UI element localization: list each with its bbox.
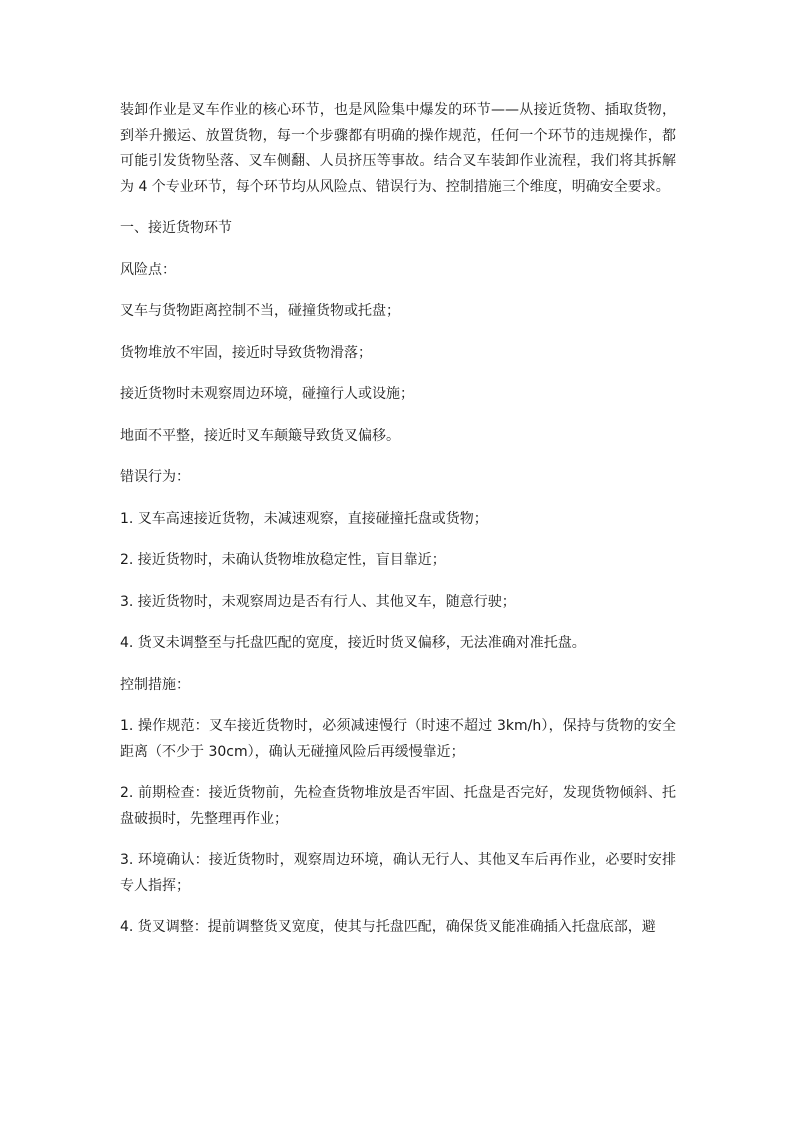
error-item: 1. 叉车高速接近货物，未减速观察，直接碰撞托盘或货物； <box>120 510 488 527</box>
error-item: 3. 接近货物时，未观察周边是否有行人、其他叉车，随意行驶； <box>120 593 516 610</box>
risk-item: 货物堆放不牢固，接近时导致货物滑落； <box>120 344 372 361</box>
error-label: 错误行为： <box>120 469 190 485</box>
control-label: 控制措施： <box>120 676 190 693</box>
control-item: 2. 前期检查：接近货物前，先检查货物堆放是否牢固、托盘是否完好，发现货物倾斜、托盘破损时，先整理再作业； <box>120 785 676 827</box>
document-body <box>120 98 676 957</box>
section-heading: 一、接近货物环节 <box>120 220 232 236</box>
risk-label: 风险点： <box>120 261 176 278</box>
control-item: 1. 操作规范：叉车接近货物时，必须减速慢行（时速不超过 3km/h），保持与货物的安全距离（不少于 30cm），确认无碰撞风险后再缓慢靠近； <box>120 718 676 760</box>
control-item: 4. 货叉调整：提前调整货叉宽度，使其与托盘匹配，确保货叉能准确插入托盘底部，避 <box>120 919 656 935</box>
risk-item: 接近货物时未观察周边环境，碰撞行人或设施； <box>120 386 414 402</box>
error-item: 2. 接近货物时，未确认货物堆放稳定性，盲目靠近； <box>120 552 446 568</box>
risk-item: 地面不平整，接近时叉车颠簸导致货叉偏移。 <box>120 427 400 444</box>
error-item: 4. 货叉未调整至与托盘匹配的宽度，接近时货叉偏移，无法准确对准托盘。 <box>120 635 586 651</box>
control-item: 3. 环境确认：接近货物时，观察周边环境，确认无行人、其他叉车后再作业，必要时安排专人指挥； <box>120 852 676 894</box>
risk-item: 叉车与货物距离控制不当，碰撞货物或托盘； <box>120 303 400 319</box>
intro-paragraph: 装卸作业是叉车作业的核心环节，也是风险集中爆发的环节——从接近货物、插取货物，到举升搬运、放置货物，每一个步骤都有明确的操作规范，任何一个环节的违规操作，都可能引发货物坠落、叉车侧翻、人员挤压等事故。结合叉车装卸作业流程，我们将其拆解为 4 个专业环节，每个环节均从风险点、错误行为、控制措施三个维度，明确安全要求。 <box>120 102 676 195</box>
